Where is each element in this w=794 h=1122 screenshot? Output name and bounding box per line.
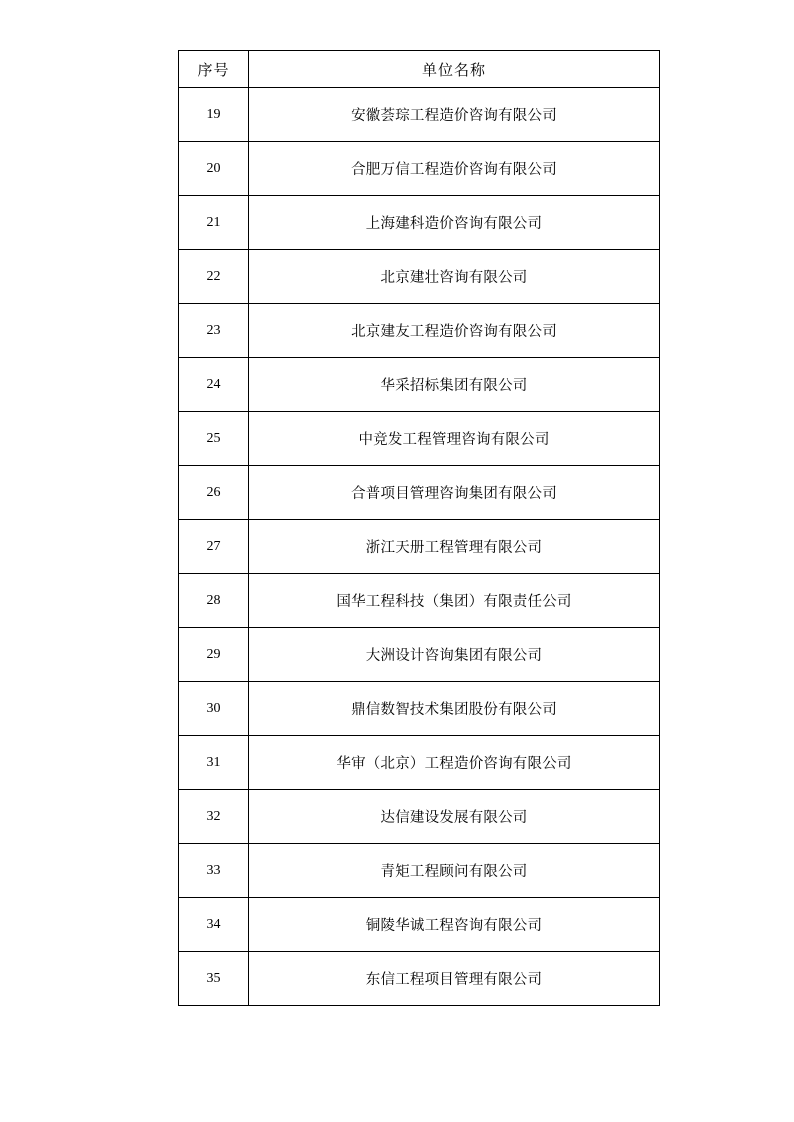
cell-unit-name: 华审（北京）工程造价咨询有限公司 bbox=[249, 736, 660, 790]
table-header-row bbox=[179, 51, 660, 88]
cell-unit-name: 中竞发工程管理咨询有限公司 bbox=[249, 412, 660, 466]
cell-index: 20 bbox=[179, 142, 249, 196]
table-row bbox=[179, 142, 660, 196]
cell-unit-name: 安徽荟琮工程造价咨询有限公司 bbox=[249, 88, 660, 142]
cell-index: 19 bbox=[179, 88, 249, 142]
table-row bbox=[179, 790, 660, 844]
cell-unit-name: 达信建设发展有限公司 bbox=[249, 790, 660, 844]
cell-index: 29 bbox=[179, 628, 249, 682]
table-header bbox=[179, 51, 660, 88]
table-row bbox=[179, 844, 660, 898]
table-row bbox=[179, 466, 660, 520]
column-header-index: 序号 bbox=[179, 51, 249, 88]
cell-index: 26 bbox=[179, 466, 249, 520]
table-row bbox=[179, 88, 660, 142]
cell-unit-name: 国华工程科技（集团）有限责任公司 bbox=[249, 574, 660, 628]
table-row bbox=[179, 304, 660, 358]
cell-index: 30 bbox=[179, 682, 249, 736]
table-row bbox=[179, 898, 660, 952]
cell-index: 24 bbox=[179, 358, 249, 412]
cell-unit-name: 铜陵华诚工程咨询有限公司 bbox=[249, 898, 660, 952]
cell-index: 31 bbox=[179, 736, 249, 790]
cell-index: 35 bbox=[179, 952, 249, 1006]
cell-unit-name: 青矩工程顾问有限公司 bbox=[249, 844, 660, 898]
unit-list-table bbox=[178, 50, 660, 1006]
cell-index: 32 bbox=[179, 790, 249, 844]
cell-index: 34 bbox=[179, 898, 249, 952]
cell-index: 22 bbox=[179, 250, 249, 304]
cell-unit-name: 鼎信数智技术集团股份有限公司 bbox=[249, 682, 660, 736]
table-row bbox=[179, 952, 660, 1006]
table-body bbox=[179, 88, 660, 1006]
cell-unit-name: 东信工程项目管理有限公司 bbox=[249, 952, 660, 1006]
cell-index: 25 bbox=[179, 412, 249, 466]
table-row bbox=[179, 358, 660, 412]
cell-unit-name: 北京建壮咨询有限公司 bbox=[249, 250, 660, 304]
cell-index: 23 bbox=[179, 304, 249, 358]
cell-unit-name: 华采招标集团有限公司 bbox=[249, 358, 660, 412]
table-row bbox=[179, 250, 660, 304]
table-row bbox=[179, 736, 660, 790]
table-row bbox=[179, 412, 660, 466]
cell-unit-name: 上海建科造价咨询有限公司 bbox=[249, 196, 660, 250]
cell-index: 21 bbox=[179, 196, 249, 250]
table-row bbox=[179, 196, 660, 250]
cell-index: 33 bbox=[179, 844, 249, 898]
column-header-unit-name: 单位名称 bbox=[249, 51, 660, 88]
table-row bbox=[179, 520, 660, 574]
cell-unit-name: 浙江天册工程管理有限公司 bbox=[249, 520, 660, 574]
cell-unit-name: 大洲设计咨询集团有限公司 bbox=[249, 628, 660, 682]
cell-unit-name: 合肥万信工程造价咨询有限公司 bbox=[249, 142, 660, 196]
table-row bbox=[179, 628, 660, 682]
cell-unit-name: 合普项目管理咨询集团有限公司 bbox=[249, 466, 660, 520]
cell-unit-name: 北京建友工程造价咨询有限公司 bbox=[249, 304, 660, 358]
cell-index: 28 bbox=[179, 574, 249, 628]
table-row bbox=[179, 574, 660, 628]
cell-index: 27 bbox=[179, 520, 249, 574]
table-row bbox=[179, 682, 660, 736]
